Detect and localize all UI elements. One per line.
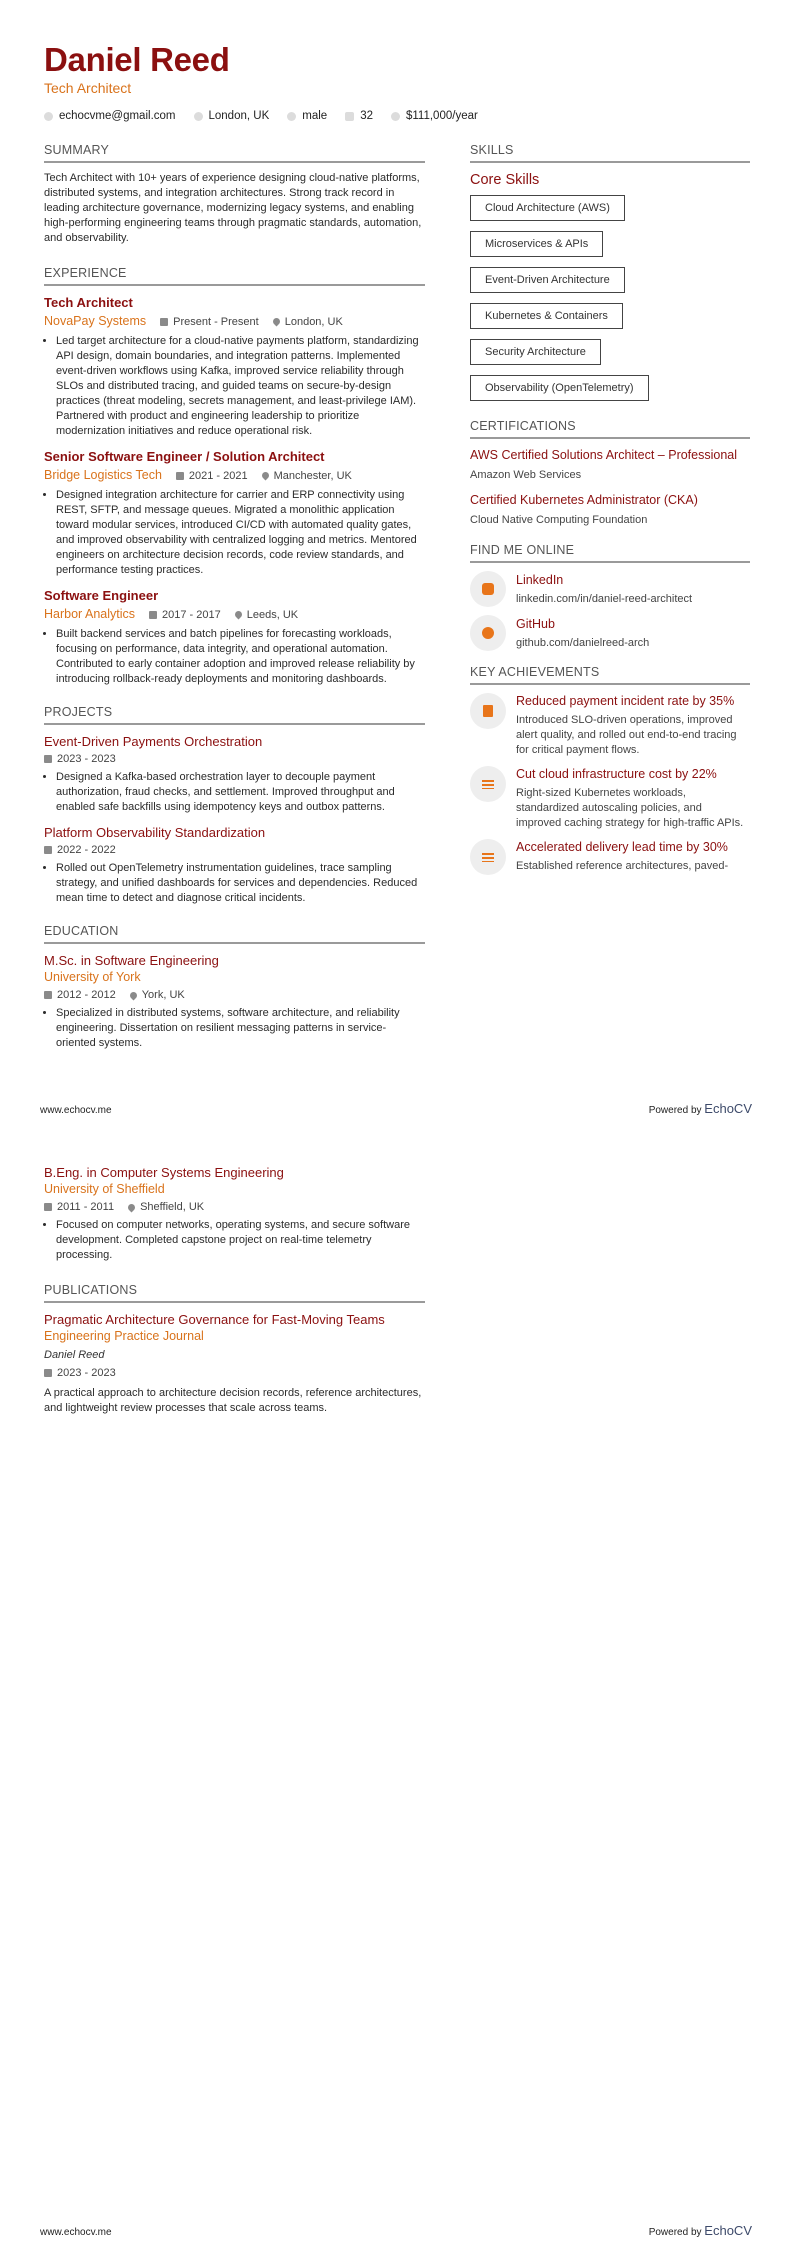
- contact-email[interactable]: echocvme@gmail.com: [44, 109, 176, 123]
- job-title: Tech Architect: [44, 295, 133, 310]
- project-title: Platform Observability Standardization: [44, 825, 266, 840]
- right-column: [470, 143, 750, 883]
- section-title-skills: SKILLS: [470, 143, 750, 163]
- company-name: Harbor Analytics: [44, 607, 136, 621]
- education-location: York, UK: [130, 988, 185, 1002]
- powered-by-page-2: Powered by EchoCV: [648, 2223, 752, 2238]
- school-name: University of York: [44, 970, 141, 984]
- achievement-item: [470, 766, 750, 831]
- project-bullet: • Rolled out OpenTelemetry instrumentation guidelines, trace sampling strategy, and unified dashboards for services and dependencies. Reduced mean time to detect and diagnose critical incidents.: [56, 861, 425, 906]
- person-icon: [287, 112, 296, 121]
- publication-text: A practical approach to architecture decision records, reference architectures, and lightweight review processes that scale across teams.: [44, 1387, 422, 1414]
- job-dates: 2017 - 2017: [149, 608, 221, 622]
- education-section: [44, 924, 425, 1051]
- achievement-text: Right-sized Kubernetes workloads, standardized autoscaling policies, and improved caching strategy for high-traffic APIs.: [516, 787, 744, 829]
- money-icon: [391, 112, 400, 121]
- online-url[interactable]: github.com/danielreed-arch: [516, 636, 650, 649]
- location-icon: [271, 317, 281, 327]
- brand-logo[interactable]: EchoCV: [704, 2223, 752, 2238]
- project-item: [44, 733, 425, 815]
- linkedin-icon: [482, 583, 494, 595]
- project-dates: 2022 - 2022: [44, 843, 425, 857]
- achievement-item: [470, 839, 750, 875]
- skills-group-title: Core Skills: [470, 172, 540, 188]
- job-title: Software Engineer: [44, 588, 159, 603]
- left-column: [44, 143, 425, 1051]
- publication-author: Daniel Reed: [44, 1349, 105, 1361]
- achievement-text: Introduced SLO-driven operations, improved alert quality, and rolled out end-to-end tracing for critical payment flows.: [516, 714, 737, 756]
- experience-item: [44, 587, 425, 687]
- skill-chip: Observability (OpenTelemetry): [470, 375, 649, 401]
- skills-section: [470, 143, 750, 411]
- job-bullet: • Designed integration architecture for carrier and ERP connectivity using REST, SFTP, and message queues. Migrated a monolithic application toward modular services, introduced CI/CD with automated quality gates, and improved observability with centralized logging and metrics. Mentored engineers on architecture decision records, code review standards, and performance testing practices.: [56, 488, 425, 578]
- list-icon: [482, 780, 494, 789]
- education-location: Sheffield, UK: [128, 1200, 204, 1214]
- calendar-icon: [160, 318, 168, 326]
- experience-item: [44, 294, 425, 439]
- experience-section: [44, 266, 425, 687]
- degree-title: B.Eng. in Computer Systems Engineering: [44, 1165, 284, 1180]
- achievement-title: Accelerated delivery lead time by 30%: [516, 840, 728, 854]
- calendar-icon: [345, 112, 354, 121]
- powered-by: Powered by EchoCV: [648, 1101, 752, 1116]
- footer-site-page-2[interactable]: www.echocv.me: [40, 2227, 112, 2238]
- job-dates: Present - Present: [160, 315, 259, 329]
- section-title-projects: PROJECTS: [44, 705, 425, 725]
- contact-age: 32: [345, 109, 373, 123]
- candidate-title: Tech Architect: [44, 80, 132, 96]
- experience-item: [44, 448, 425, 578]
- document-icon: [483, 705, 493, 717]
- skill-chip: Cloud Architecture (AWS): [470, 195, 625, 221]
- degree-title: M.Sc. in Software Engineering: [44, 953, 219, 968]
- online-label: GitHub: [516, 616, 555, 631]
- job-location: London, UK: [273, 315, 343, 329]
- publication-venue: Engineering Practice Journal: [44, 1329, 204, 1343]
- section-title-online: FIND ME ONLINE: [470, 543, 750, 563]
- certification-org: Cloud Native Computing Foundation: [470, 514, 648, 526]
- calendar-icon: [176, 472, 184, 480]
- list-icon: [482, 853, 494, 862]
- email-icon: [44, 112, 53, 121]
- certification-title: Certified Kubernetes Administrator (CKA): [470, 493, 698, 507]
- education-bullet: • Focused on computer networks, operating systems, and secure software development. Completed capstone project on real-time telemetry processing.: [56, 1218, 425, 1263]
- calendar-icon: [44, 755, 52, 763]
- job-dates: 2021 - 2021: [176, 469, 248, 483]
- section-title-summary: SUMMARY: [44, 143, 425, 163]
- calendar-icon: [149, 611, 157, 619]
- project-title: Event-Driven Payments Orchestration: [44, 734, 263, 749]
- company-name: NovaPay Systems: [44, 314, 147, 328]
- contact-gender: male: [287, 109, 327, 123]
- skill-chip: Event-Driven Architecture: [470, 267, 625, 293]
- section-title-education: EDUCATION: [44, 924, 425, 944]
- publication-dates: 2023 - 2023: [44, 1366, 425, 1380]
- achievement-title: Reduced payment incident rate by 35%: [516, 694, 735, 708]
- location-icon: [127, 1202, 137, 1212]
- education-item: [44, 1164, 425, 1263]
- summary-text: Tech Architect with 10+ years of experience designing cloud-native platforms, distributed systems, and integration architectures. Strong track record in leading architecture governance, modernizing legacy systems, and enabling high-performing engineering teams through pragmatic standards, automation, and observability.: [44, 172, 422, 244]
- calendar-icon: [44, 1369, 52, 1377]
- calendar-icon: [44, 991, 52, 999]
- project-item: [44, 824, 425, 906]
- achievements-section: [470, 665, 750, 875]
- certification-title: AWS Certified Solutions Architect – Professional: [470, 448, 738, 462]
- job-bullet: • Built backend services and batch pipelines for forecasting workloads, focusing on performance, data integrity, and operational automation. Contributed to early container adoption and improved release reliability by introducing rollback-ready deployments and monitoring dashboards.: [56, 627, 425, 687]
- education-item: [44, 952, 425, 1051]
- online-url[interactable]: linkedin.com/in/daniel-reed-architect: [516, 592, 693, 605]
- github-icon: [482, 627, 494, 639]
- online-label: LinkedIn: [516, 572, 564, 587]
- achievement-title: Cut cloud infrastructure cost by 22%: [516, 767, 717, 781]
- job-bullet: • Led target architecture for a cloud-native payments platform, standardizing API design, domain boundaries, and integration patterns. Implemented event-driven workflows using Kafka, improved service reliability through SLOs and distributed tracing, and guided teams on secure-by-design practices (threat modeling, secrets management, and least-privilege IAM). Partnered with product and engineering leadership to prioritize modernization initiatives and reduce operational risk.: [56, 334, 425, 439]
- project-bullet: • Designed a Kafka-based orchestration layer to decouple payment authorization, fraud checks, and settlement. Improved throughput and enabled safe backfills using idempotency keys and outbox patterns.: [56, 770, 425, 815]
- section-title-certifications: CERTIFICATIONS: [470, 419, 750, 439]
- online-item-github[interactable]: [470, 615, 750, 651]
- location-icon: [260, 471, 270, 481]
- certification-org: Amazon Web Services: [470, 469, 582, 481]
- contact-bar: [44, 109, 478, 123]
- job-location: Manchester, UK: [262, 469, 352, 483]
- location-icon: [194, 112, 203, 121]
- skills-list: [470, 195, 750, 411]
- job-title: Senior Software Engineer / Solution Architect: [44, 449, 325, 464]
- skill-chip: Security Architecture: [470, 339, 601, 365]
- achievement-text: Established reference architectures, paved-: [516, 860, 729, 872]
- skill-chip: Kubernetes & Containers: [470, 303, 623, 329]
- section-title-publications: PUBLICATIONS: [44, 1283, 425, 1303]
- location-icon: [233, 610, 243, 620]
- footer-site[interactable]: www.echocv.me: [40, 1105, 112, 1116]
- job-location: Leeds, UK: [235, 608, 298, 622]
- online-section: [470, 543, 750, 651]
- location-icon: [128, 990, 138, 1000]
- projects-section: [44, 705, 425, 906]
- left-column-page-2: [44, 1164, 425, 1416]
- section-title-achievements: KEY ACHIEVEMENTS: [470, 665, 750, 685]
- skill-chip: Microservices & APIs: [470, 231, 603, 257]
- summary-section: [44, 143, 425, 246]
- contact-salary: $111,000/year: [391, 109, 478, 123]
- calendar-icon: [44, 1203, 52, 1211]
- publication-title: Pragmatic Architecture Governance for Fast-Moving Teams: [44, 1312, 385, 1327]
- section-title-experience: EXPERIENCE: [44, 266, 425, 286]
- education-dates: 2012 - 2012: [44, 988, 116, 1002]
- contact-location: London, UK: [194, 109, 270, 123]
- company-name: Bridge Logistics Tech: [44, 468, 162, 482]
- online-item-linkedin[interactable]: [470, 571, 750, 607]
- publications-section: [44, 1283, 425, 1416]
- education-bullet: • Specialized in distributed systems, software architecture, and reliability engineering. Dissertation on resilient messaging patterns in service-oriented systems.: [56, 1006, 425, 1051]
- candidate-name: Daniel Reed: [44, 41, 230, 78]
- certifications-section: [470, 419, 750, 527]
- education-dates: 2011 - 2011: [44, 1200, 114, 1214]
- school-name: University of Sheffield: [44, 1182, 165, 1196]
- project-dates: 2023 - 2023: [44, 752, 425, 766]
- brand-logo[interactable]: EchoCV: [704, 1101, 752, 1116]
- achievement-item: [470, 693, 750, 758]
- calendar-icon: [44, 846, 52, 854]
